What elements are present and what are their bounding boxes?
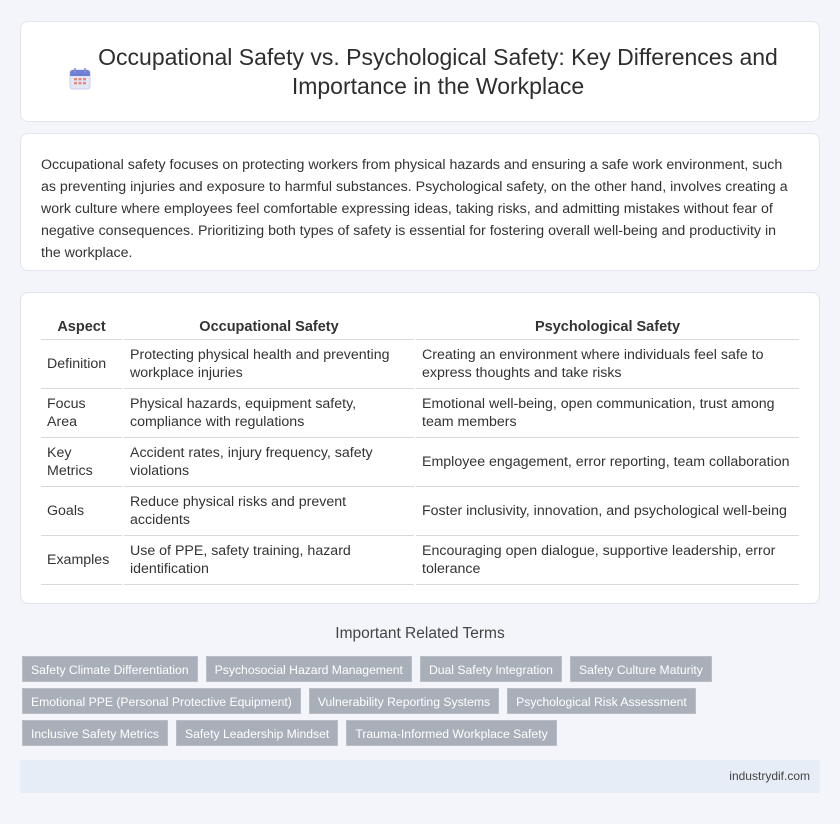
intro-paragraph: Occupational safety focuses on protecting workers from physical hazards and ensuring a safe work environment, such as preventing injuries and exposure to harmful substances. Psychological safety, on the other hand, involves creating a work culture where employees feel comfortable expressing ideas, taking risks, and admitting mistakes without fear of negative consequences. Prioritizing both types of safety is essential for fostering overall well-being and productivity in the workplace. <box>41 157 788 261</box>
footer <box>20 760 820 793</box>
column-header-psychological: Psychological Safety <box>415 315 799 340</box>
table-cell-aspect: Examples <box>41 536 123 585</box>
related-term-tag[interactable]: Psychological Risk Assessment <box>507 688 696 714</box>
table-cell-aspect: Goals <box>41 487 123 536</box>
related-term-tag[interactable]: Safety Leadership Mindset <box>176 720 338 746</box>
related-term-tag[interactable]: Emotional PPE (Personal Protective Equipment) <box>22 688 301 714</box>
column-header-occupational: Occupational Safety <box>123 315 415 340</box>
page-title: Occupational Safety vs. Psychological Safety: Key Differences and Importance in the Workplace <box>98 43 778 99</box>
table-cell-psychological: Encouraging open dialogue, supportive leadership, error tolerance <box>415 536 799 585</box>
related-term-tag[interactable]: Vulnerability Reporting Systems <box>309 688 499 714</box>
table-cell-psychological: Foster inclusivity, innovation, and psychological well-being <box>415 487 799 536</box>
comparison-table-card <box>20 292 820 604</box>
related-term-tag[interactable]: Safety Climate Differentiation <box>22 656 198 682</box>
table-row <box>41 536 799 585</box>
table-cell-occupational: Accident rates, injury frequency, safety violations <box>123 438 415 487</box>
table-cell-psychological: Creating an environment where individuals feel safe to express thoughts and take risks <box>415 340 799 389</box>
table-cell-occupational: Protecting physical health and preventing workplace injuries <box>123 340 415 389</box>
table-row <box>41 389 799 438</box>
comparison-table <box>41 315 799 585</box>
column-header-aspect: Aspect <box>41 315 123 340</box>
related-term-tag[interactable]: Psychosocial Hazard Management <box>206 656 412 682</box>
table-cell-occupational: Use of PPE, safety training, hazard identification <box>123 536 415 585</box>
table-header-row <box>41 315 799 340</box>
table-cell-aspect: Key Metrics <box>41 438 123 487</box>
related-term-tag[interactable]: Inclusive Safety Metrics <box>22 720 168 746</box>
related-terms-title: Important Related Terms <box>335 625 505 642</box>
intro-card <box>20 133 820 271</box>
related-term-tag[interactable]: Dual Safety Integration <box>420 656 562 682</box>
related-terms-list <box>22 656 802 746</box>
header-card <box>20 21 820 122</box>
table-cell-occupational: Physical hazards, equipment safety, compliance with regulations <box>123 389 415 438</box>
table-cell-aspect: Definition <box>41 340 123 389</box>
related-term-tag[interactable]: Safety Culture Maturity <box>570 656 712 682</box>
table-cell-occupational: Reduce physical risks and prevent accidents <box>123 487 415 536</box>
table-cell-aspect: Focus Area <box>41 389 123 438</box>
table-row <box>41 438 799 487</box>
table-row <box>41 340 799 389</box>
table-row <box>41 487 799 536</box>
table-cell-psychological: Employee engagement, error reporting, team collaboration <box>415 438 799 487</box>
table-cell-psychological: Emotional well-being, open communication, trust among team members <box>415 389 799 438</box>
footer-site-link[interactable]: industrydif.com <box>729 769 810 783</box>
related-term-tag[interactable]: Trauma-Informed Workplace Safety <box>346 720 556 746</box>
